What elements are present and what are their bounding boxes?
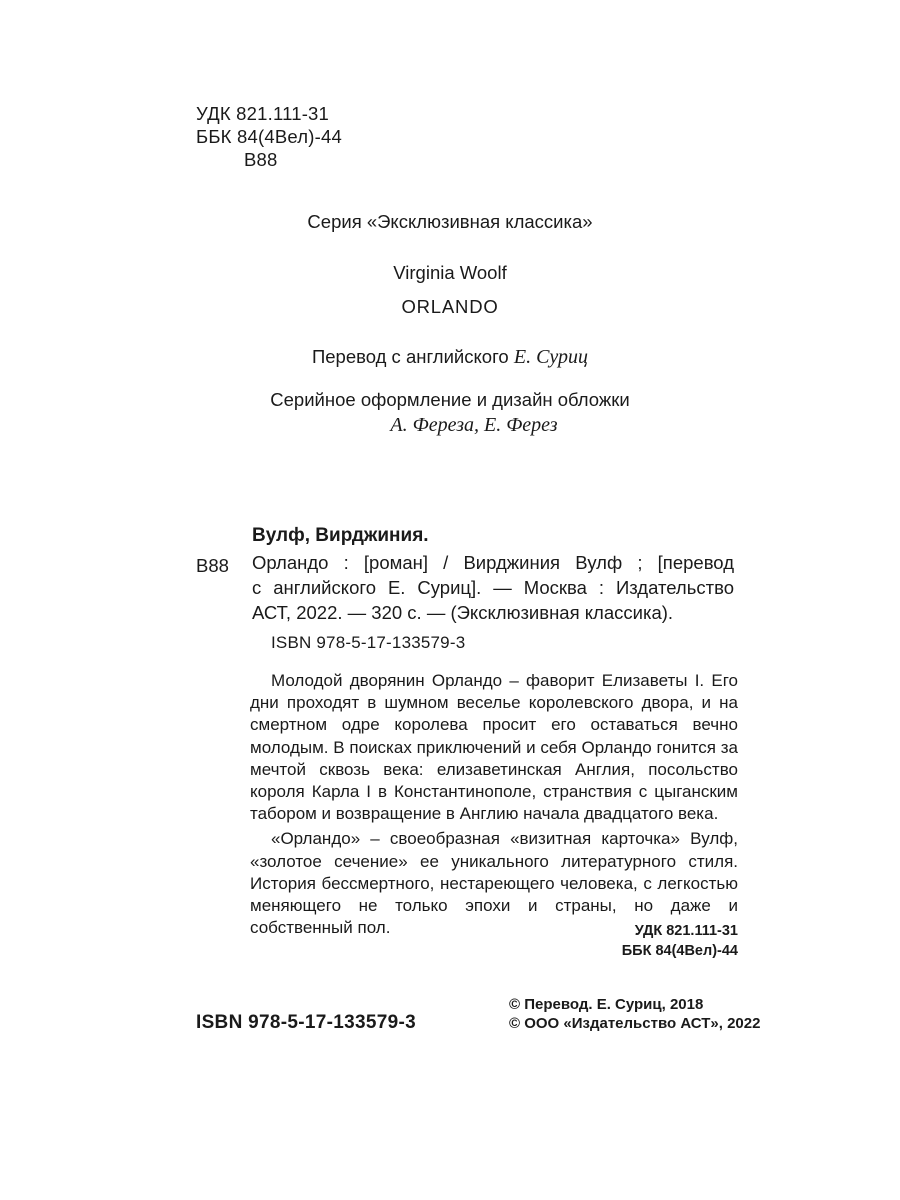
series-title: Серия «Эксклюзивная классика» — [307, 211, 593, 232]
bottom-bbk: ББК 84(4Вел)-44 — [621, 943, 738, 959]
catalog-line: АСТ, 2022. — 320 с. — (Эксклюзивная классика). — [252, 602, 674, 623]
annotation — [250, 670, 738, 939]
author-original: Virginia Woolf — [393, 262, 507, 283]
design-label: Серийное оформление и дизайн обложки — [270, 389, 630, 410]
catalog-line: Орландо : [роман] / Вирджиния Вулф ; [перевод — [252, 552, 734, 573]
bbk-code: ББК 84(4Вел)-44 — [196, 126, 342, 147]
designers-names: А. Фереза, Е. Ферез — [390, 414, 558, 436]
catalog-author-mark: В88 — [196, 555, 229, 576]
catalog-line: с английского Е. Суриц]. — Москва : Издательство — [252, 577, 734, 598]
catalog-isbn: ISBN 978-5-17-133579-3 — [271, 633, 466, 652]
author-mark: В88 — [244, 149, 278, 170]
catalog-heading: Вулф, Вирджиния. — [252, 525, 429, 546]
copyright-block — [509, 995, 760, 1033]
translator-name: Е. Суриц — [513, 346, 589, 368]
isbn: ISBN 978-5-17-133579-3 — [196, 1012, 416, 1033]
udk-code: УДК 821.111-31 — [196, 103, 330, 124]
bottom-udk: УДК 821.111-31 — [634, 923, 738, 939]
copyright-publisher: © ООО «Издательство АСТ», 2022 — [509, 1015, 761, 1032]
title-original: ORLANDO — [401, 296, 499, 317]
translation-credit — [0, 346, 900, 369]
annotation-paragraph: «Орландо» – своеобразная «визитная карточка» Вулф, «золотое сечение» ее уникального литературного стиля. История бессмертного, нестареющего человека, с легкостью меняющего не только эпохи и страны, но даже и собственный пол. — [250, 829, 738, 938]
catalog-description — [252, 550, 734, 625]
bottom-classification — [560, 921, 738, 961]
classification-block — [196, 102, 342, 171]
annotation-paragraph: Молодой дворянин Орландо – фаворит Елизаветы I. Его дни проходят в шумном веселье королевского двора, и на смертном одре королева просит его оставаться вечно молодым. В поисках приключений и себя Орландо гонится за мечтой сквозь века: елизаветинская Англия, посольство короля Карла I в Константинополе, странствия с цыганским табором и возвращение в Англию начала двадцатого века. — [250, 671, 738, 824]
translation-label: Перевод с английского — [311, 346, 509, 367]
copyright-translation: © Перевод. Е. Суриц, 2018 — [509, 996, 704, 1013]
